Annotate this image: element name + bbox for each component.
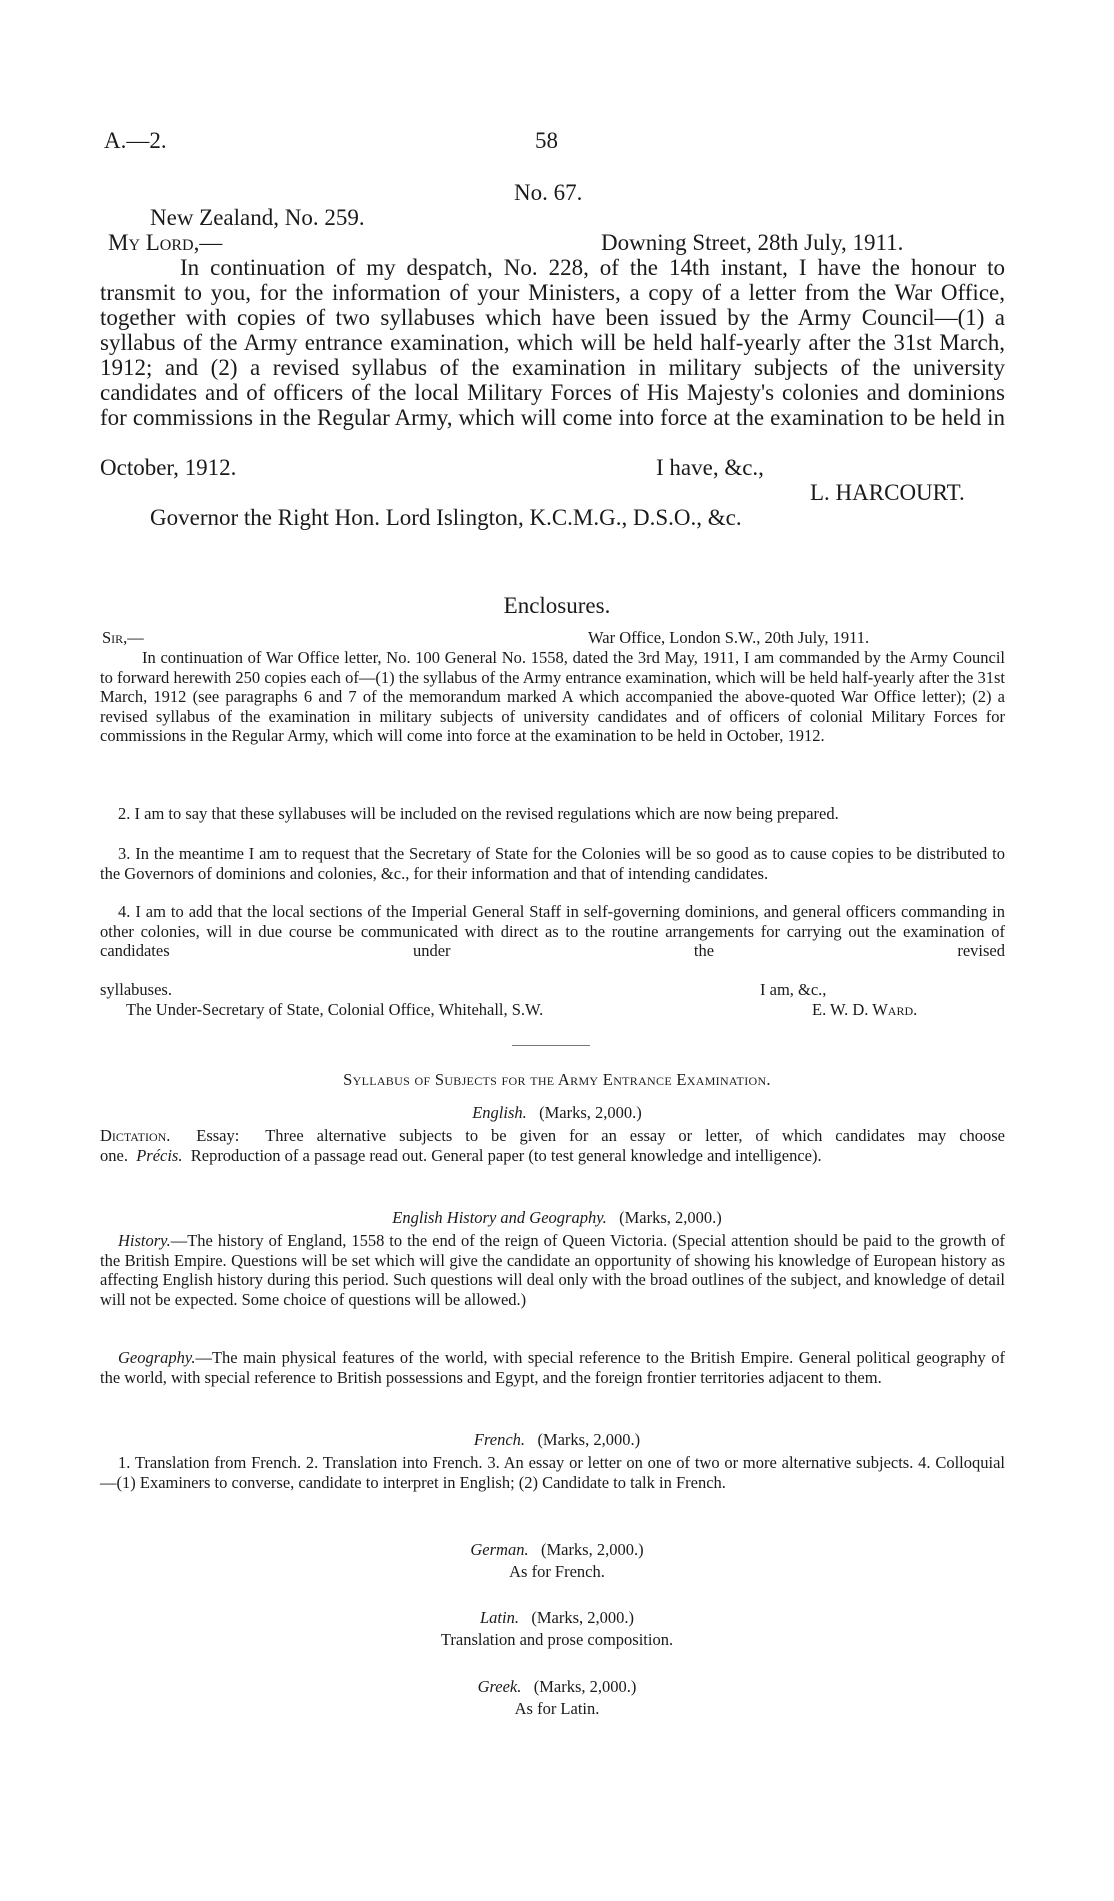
enclosure-paragraph-4	[100, 902, 1005, 961]
enclosure-paragraph-4-last-line: syllabuses.	[100, 980, 172, 999]
geography-paragraph	[100, 1348, 1005, 1387]
french-text: 1. Translation from French. 2. Translation into French. 3. An essay or letter on one of two or more alternative subjects. 4. Colloquial—(1) Examiners to converse, candidate to interpret in English; (2) Candidate to talk in French.	[100, 1453, 1005, 1492]
enclosure-paragraph-1-text: In continuation of War Office letter, No. 100 General No. 1558, dated the 3rd May, 1911, I am commanded by the Army Council to forward herewith 250 copies each of—(1) the syllabus of the Army entrance examination, which will be held half-yearly after the 31st March, 1912 (see paragraphs 6 and 7 of the memorandum marked A which accompanied the above-quoted War Office letter); (2) a revised syllabus of the examination in military subjects of university candidates and of officers of colonial Military Forces for commissions in the Regular Army, which will come into force at the examination to be held in October, 1912.	[100, 648, 1005, 745]
greek-heading-label: Greek.	[477, 1677, 522, 1696]
despatch-addressee: Governor the Right Hon. Lord Islington, K.C.M.G., D.S.O., &c.	[150, 505, 742, 530]
german-text: As for French.	[509, 1562, 605, 1581]
enclosures-heading: Enclosures.	[503, 593, 611, 618]
enclosure-paragraph-3-text: 3. In the meantime I am to request that the Secretary of State for the Colonies will be so good as to cause copies to be distributed to the Governors of dominions and colonies, &c., for their information and that of intending candidates.	[100, 844, 1005, 883]
despatch-body-text: In continuation of my despatch, No. 228, of the 14th instant, I have the honour to transmit to you, for the information of your Ministers, a copy of a letter from the War Office, together with copies of two syllabuses which have been issued by the Army Council—(1) a syllabus of the Army entrance examination, which will be held half-yearly after the 31st March, 1912; and (2) a revised syllabus of the examination in military subjects of the university candidates and of officers of the local Military Forces of His Majesty's colonies and dominions for commissions in the Regular Army, which will come into force at the examination to be held in	[100, 255, 1005, 430]
greek-marks: (Marks, 2,000.)	[533, 1677, 637, 1696]
french-heading-label: French.	[473, 1430, 526, 1449]
geography-label: Geography.	[118, 1348, 196, 1367]
latin-heading	[0, 1608, 1114, 1628]
divider-rule	[512, 1045, 590, 1046]
german-heading-label: German.	[470, 1540, 529, 1559]
enclosure-paragraph-1	[100, 648, 1005, 746]
history-geography-heading-label: English History and Geography.	[392, 1208, 607, 1227]
essay-text: Three alternative subjects to be given for an essay or letter, of which candidates may choose one.	[100, 1126, 1006, 1165]
latin-marks: (Marks, 2,000.)	[531, 1608, 634, 1627]
precis-text: Reproduction of a passage read out. General paper (to test general knowledge and intelligence).	[190, 1145, 822, 1165]
latin-text: Translation and prose composition.	[440, 1630, 674, 1649]
geography-text: —The main physical features of the world, with special reference to the British Empire. General political geography of the world, with special reference to British possessions and Egypt, and the foreign frontier territories adjacent to them.	[100, 1348, 1005, 1387]
enclosure-salutation: Sir,—	[102, 628, 144, 647]
latin-heading-label: Latin.	[479, 1608, 519, 1627]
page-number: 58	[535, 128, 558, 153]
essay-label: Essay:	[196, 1126, 240, 1145]
history-geography-marks: (Marks, 2,000.)	[619, 1208, 722, 1227]
history-label: History.	[118, 1231, 171, 1250]
despatch-closing: I have, &c.,	[656, 455, 764, 480]
english-paragraph	[100, 1126, 1005, 1165]
despatch-body-last-line: October, 1912.	[100, 455, 237, 480]
german-heading	[0, 1540, 1114, 1560]
despatch-place-date: Downing Street, 28th July, 1911.	[601, 230, 904, 255]
enclosure-closing: I am, &c.,	[760, 980, 827, 999]
enclosure-addressee: The Under-Secretary of State, Colonial Office, Whitehall, S.W.	[126, 1000, 544, 1019]
despatch-salutation: My Lord,—	[108, 230, 223, 255]
despatch-body	[100, 255, 1005, 430]
despatch-destination: New Zealand, No. 259.	[150, 205, 365, 230]
french-paragraph	[100, 1453, 1005, 1492]
enclosure-paragraph-2	[100, 804, 1005, 824]
german-marks: (Marks, 2,000.)	[540, 1540, 644, 1559]
enclosure-paragraph-3	[100, 844, 1005, 883]
history-geography-heading	[0, 1208, 1114, 1228]
greek-heading	[0, 1677, 1114, 1697]
history-paragraph	[100, 1231, 1005, 1309]
english-heading-label: English.	[472, 1103, 527, 1122]
history-text: —The history of England, 1558 to the end of the reign of Queen Victoria. (Special attention should be paid to the growth of the British Empire. Questions will be set which will give the candidate an opportunity of showing his knowledge of European history as affecting English history during this period. Such questions will deal only with the broad outlines of the subject, and knowledge of detail will not be expected. Some choice of questions will be allowed.)	[100, 1231, 1005, 1309]
enclosure-place-date: War Office, London S.W., 20th July, 1911.	[588, 628, 870, 647]
dictation-label: Dictation.	[100, 1126, 171, 1145]
enclosure-paragraph-2-text: 2. I am to say that these syllabuses will be included on the revised regulations which are now being prepared.	[118, 804, 839, 823]
french-heading	[0, 1430, 1114, 1450]
section-reference: A.—2.	[104, 128, 167, 153]
despatch-number: No. 67.	[514, 180, 583, 205]
syllabus-title: Syllabus of Subjects for the Army Entrance Examination.	[343, 1070, 771, 1089]
enclosure-signature: E. W. D. Ward.	[812, 1000, 918, 1019]
precis-label: Précis.	[136, 1145, 183, 1165]
enclosure-paragraph-4-text: 4. I am to add that the local sections of the Imperial General Staff in self-governing dominions, and general officers commanding in other colonies, will in due course be communicated with direct as to the routine arrangements for carrying out the examination of candidates under the revised	[100, 902, 1005, 960]
french-marks: (Marks, 2,000.)	[537, 1430, 641, 1449]
english-heading	[0, 1103, 1114, 1123]
greek-text: As for Latin.	[514, 1699, 600, 1718]
english-marks: (Marks, 2,000.)	[539, 1103, 642, 1122]
despatch-signature: L. HARCOURT.	[810, 480, 965, 505]
